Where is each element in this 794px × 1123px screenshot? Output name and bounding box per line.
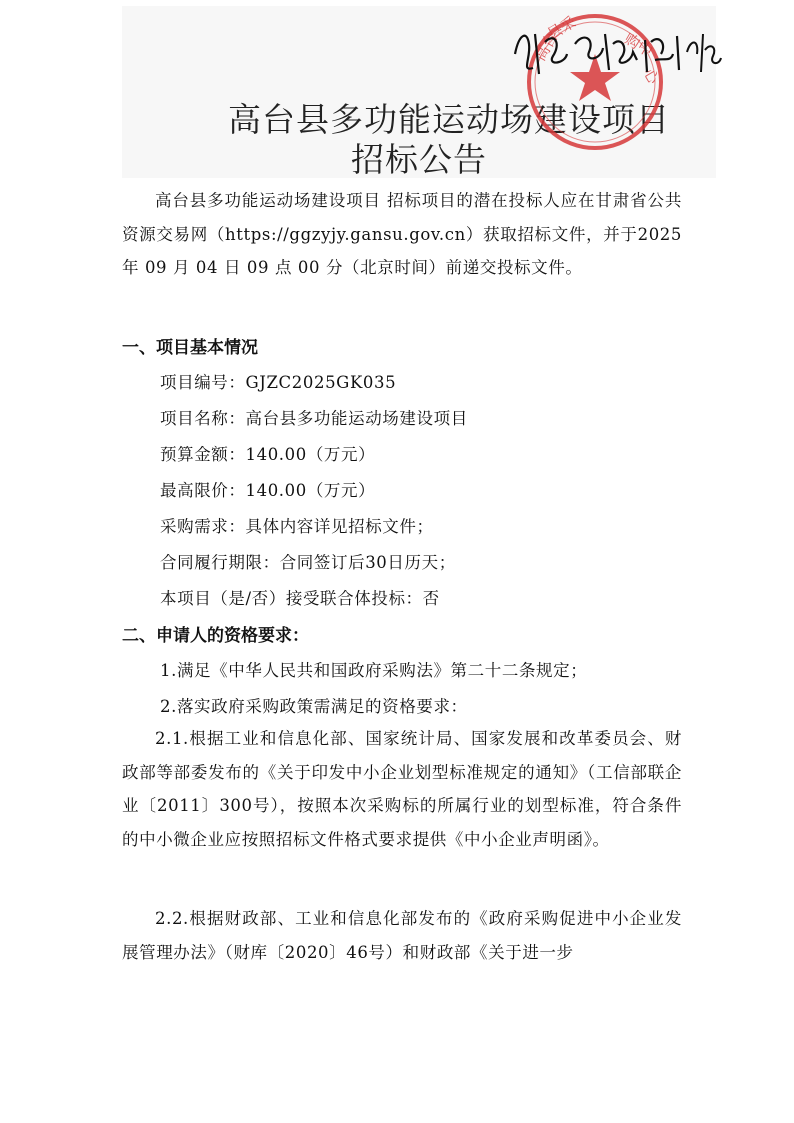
handwritten-signature [505, 14, 725, 94]
page-subtitle: 招标公告 [351, 140, 487, 179]
consortium-bid: 本项目（是/否）接受联合体投标：否 [160, 589, 440, 608]
svg-text:高台: 高台 [530, 29, 562, 64]
svg-text:购中: 购中 [621, 29, 656, 61]
intro-paragraph: 高台县多功能运动场建设项目 招标项目的潜在投标人应在甘肃省公共资源交易网（https://ggzyjy.gansu.gov.cn）获取招标文件，并于2025年 09 月 04 日 09 点 00 分（北京时间）前递交投标文件。 [122, 191, 682, 277]
project-name: 项目名称：高台县多功能运动场建设项目 [160, 409, 468, 428]
project-number: 项目编号：GJZC2025GK035 [160, 373, 397, 392]
section-heading-qualification: 二、申请人的资格要求： [122, 626, 309, 646]
qualification-item-1: 1.满足《中华人民共和国政府采购法》第二十二条规定； [160, 661, 588, 680]
page-title: 高台县多功能运动场建设项目 [228, 100, 670, 139]
qualification-item-2-1: 2.1.根据工业和信息化部、国家统计局、国家发展和改革委员会、财政部等部委发布的《关于印发中小企业划型标准规定的通知》（工信部联企业〔2011〕300号），按照本次采购标的所属行业的划型标准，符合条件的中小微企业应按照招标文件格式要求提供《中小企业声明函》。 [122, 729, 682, 849]
qualification-item-2: 2.落实政府采购政策需满足的资格要求： [160, 697, 468, 716]
procurement-requirement: 采购需求：具体内容详见招标文件； [160, 517, 434, 536]
max-price: 最高限价：140.00（万元） [160, 481, 376, 500]
svg-text:心: 心 [639, 65, 663, 88]
svg-text:县采: 县采 [544, 12, 579, 44]
contract-period: 合同履行期限：合同签订后30日历天； [160, 553, 456, 572]
section-heading-basic-info: 一、项目基本情况 [122, 338, 258, 358]
budget-amount: 预算金额：140.00（万元） [160, 445, 376, 464]
qualification-item-2-2: 2.2.根据财政部、工业和信息化部发布的《政府采购促进中小企业发展管理办法》（财库〔2020〕46号）和财政部《关于进一步 [122, 909, 682, 962]
